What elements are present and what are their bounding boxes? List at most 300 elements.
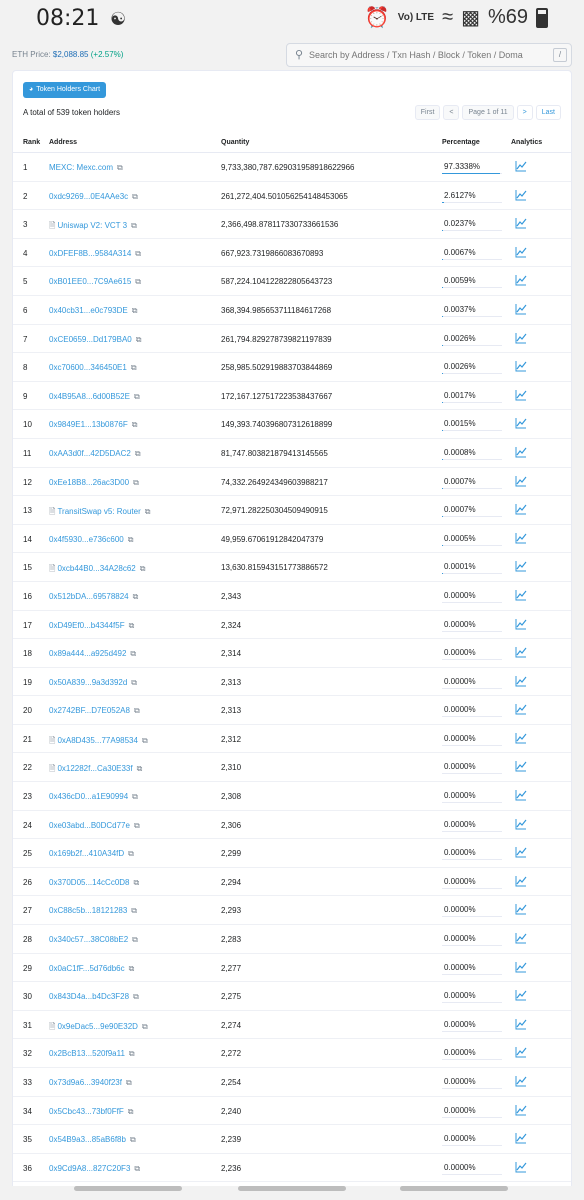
holder-rank: 2	[23, 191, 28, 201]
line-chart-icon	[515, 989, 527, 1001]
holder-quantity: 2,314	[221, 649, 242, 659]
holder-quantity: 49,959.67061912842047379	[221, 534, 324, 544]
holder-quantity: 261,272,404.501056254148453065	[221, 191, 348, 201]
analytics-button[interactable]	[515, 332, 527, 344]
search-input[interactable]	[309, 47, 539, 63]
holder-rank: 18	[23, 649, 32, 659]
copy-icon[interactable]: ⧉	[132, 191, 138, 201]
percentage-track	[442, 659, 502, 660]
analytics-button[interactable]	[515, 503, 527, 515]
line-chart-icon	[515, 417, 527, 429]
table-row	[13, 639, 572, 668]
table-row	[13, 182, 572, 211]
holder-address-link[interactable]: 0x512bDA...69578824	[49, 591, 129, 601]
copy-icon[interactable]: ⧉	[128, 963, 135, 973]
line-chart-icon	[515, 789, 527, 801]
holder-address-cell	[49, 906, 137, 916]
status-time: 08:21	[36, 6, 100, 31]
analytics-button[interactable]	[515, 1046, 527, 1058]
holder-rank: 13	[23, 506, 32, 516]
holder-address-link[interactable]: 0x89a444...a925d492	[49, 649, 127, 659]
holder-rank: 12	[23, 477, 32, 487]
line-chart-icon	[515, 475, 527, 487]
percentage-bar	[442, 459, 443, 460]
column-header-analytics: Analytics	[511, 139, 543, 146]
holder-quantity: 9,733,380,787.629031958918622966	[221, 163, 355, 172]
copy-icon[interactable]: ⧉	[128, 1049, 135, 1059]
holder-address-link[interactable]: 0x340c57...38C08bE2	[49, 935, 129, 945]
holder-percentage	[442, 532, 502, 546]
line-chart-icon	[515, 818, 527, 830]
holder-address-cell	[49, 449, 141, 459]
search-icon: ⚲	[295, 49, 304, 61]
holder-address-cell	[49, 1049, 135, 1059]
holder-address-link[interactable]: 0xA8D435...77A98534	[57, 735, 138, 745]
percentage-bar	[442, 259, 443, 260]
copy-icon[interactable]: ⧉	[128, 849, 134, 859]
holder-address-link[interactable]: 0x843D4a...b4Dc3F28	[49, 992, 130, 1002]
holder-address-cell	[49, 849, 134, 859]
percentage-track	[442, 430, 502, 431]
holder-percentage	[442, 618, 502, 632]
table-row	[13, 496, 572, 525]
table-header	[13, 131, 572, 153]
total-holders-text: A total of 539 token holders	[23, 108, 120, 117]
holder-percentage-value: 0.0059%	[444, 276, 476, 286]
holder-address-link[interactable]: 0x40cb31...e0c793DE	[49, 305, 128, 315]
holder-percentage-value: 0.0008%	[444, 447, 476, 457]
holder-address-link[interactable]: 0xAA3d0f...42D5DAC2	[49, 448, 131, 458]
copy-icon[interactable]: ⧉	[135, 334, 142, 344]
holder-percentage-value: 0.0001%	[444, 562, 476, 572]
line-chart-icon	[515, 303, 527, 315]
holder-address-link[interactable]: 0xc70600...346450E1	[49, 363, 127, 373]
holder-address-cell	[49, 792, 138, 802]
holder-rank: 23	[23, 792, 32, 802]
holder-address-cell	[49, 535, 133, 545]
percentage-track	[442, 202, 502, 203]
copy-icon[interactable]: ⧉	[127, 1106, 134, 1116]
alarm-icon: ⏰	[364, 7, 390, 29]
line-chart-icon	[515, 618, 527, 630]
analytics-button[interactable]	[515, 446, 527, 458]
pagination-first[interactable]: First	[415, 105, 441, 120]
holder-rank: 16	[23, 591, 32, 601]
copy-icon[interactable]: ⧉	[144, 507, 151, 517]
nav-home-button[interactable]	[238, 1186, 346, 1191]
analytics-button[interactable]	[515, 389, 527, 401]
analytics-button[interactable]	[515, 1161, 527, 1173]
percentage-track	[442, 974, 502, 975]
percentage-track	[442, 373, 502, 374]
holder-address-link[interactable]: 0x54B9a3...85aB6f8b	[49, 1135, 126, 1145]
holder-quantity: 2,240	[221, 1106, 242, 1116]
eth-price-value[interactable]: $2,088.85	[52, 50, 89, 59]
analytics-button[interactable]	[515, 903, 527, 915]
holder-percentage-value: 0.0007%	[444, 476, 476, 486]
analytics-button[interactable]	[515, 532, 527, 544]
holder-rank: 17	[23, 620, 32, 630]
holder-quantity: 587,224.104122822805643723	[221, 277, 333, 287]
pagination-last[interactable]: Last	[536, 105, 561, 120]
copy-icon[interactable]: ⧉	[131, 677, 138, 687]
percentage-track	[442, 1088, 502, 1089]
holder-quantity: 2,313	[221, 706, 242, 716]
analytics-button[interactable]	[515, 560, 527, 572]
holder-rank: 24	[23, 820, 32, 830]
copy-icon[interactable]: ⧉	[131, 305, 138, 315]
percentage-track	[442, 916, 502, 917]
holder-address-link[interactable]: 0x169b2f...410A34fD	[49, 849, 125, 859]
holder-address-link[interactable]: 0x12282f...Ca30E33f	[57, 764, 133, 774]
analytics-button[interactable]	[515, 303, 527, 315]
copy-icon[interactable]: ⧉	[133, 706, 140, 716]
holder-quantity: 667,923.7319866083670893	[221, 248, 324, 258]
holder-percentage	[442, 732, 502, 746]
column-header-rank: Rank	[23, 139, 41, 146]
holder-percentage-value: 0.0007%	[444, 505, 476, 515]
analytics-button[interactable]	[515, 1104, 527, 1116]
holder-address-link[interactable]: 0xCE0659...Dd179BA0	[49, 334, 132, 344]
percentage-track	[442, 831, 502, 832]
percentage-track	[442, 716, 502, 717]
analytics-button[interactable]	[515, 246, 527, 258]
holder-percentage	[442, 646, 502, 660]
eth-price-label: ETH Price:	[12, 50, 51, 59]
line-chart-icon	[515, 389, 527, 401]
line-chart-icon	[515, 532, 527, 544]
copy-icon[interactable]: ⧉	[135, 248, 141, 258]
copy-icon[interactable]: ⧉	[133, 992, 139, 1002]
holder-quantity: 258,985.502919883703844869	[221, 363, 333, 373]
holder-address-link[interactable]: 0x50A839...9a3d392d	[49, 677, 128, 687]
analytics-button[interactable]	[515, 189, 527, 201]
holder-address-link[interactable]: 0xe03abd...B0DCd77e	[49, 820, 130, 830]
holder-address-link[interactable]: 0x9eDac5...9e90E32D	[57, 1021, 138, 1031]
holder-address-link[interactable]: 0x9Cd9A8...827C20F3	[49, 1163, 131, 1173]
holder-percentage-value: 0.0000%	[444, 1048, 476, 1058]
analytics-button[interactable]	[515, 417, 527, 429]
holder-address-cell	[49, 706, 140, 716]
document-icon: 🗎	[49, 564, 56, 574]
holder-quantity: 2,306	[221, 820, 242, 830]
holder-address-cell	[49, 621, 134, 631]
holder-rank: 20	[23, 706, 32, 716]
copy-icon[interactable]: ⧉	[130, 649, 137, 659]
holder-address-link[interactable]: 0x73d9a6...3940f23f	[49, 1078, 122, 1087]
table-row	[13, 696, 572, 725]
holder-address-link[interactable]: 0xcb44B0...34A28c62	[57, 564, 136, 574]
pagination-page-indicator: Page 1 of 11	[462, 105, 513, 120]
percentage-track	[442, 688, 502, 689]
holder-address-link[interactable]: 0xEe18B8...26ac3D00	[49, 477, 130, 487]
table-row	[13, 325, 572, 354]
copy-icon[interactable]: ⧉	[131, 221, 137, 231]
analytics-button[interactable]	[515, 989, 527, 1001]
percentage-track	[442, 573, 502, 574]
pagination	[415, 105, 561, 120]
line-chart-icon	[515, 274, 527, 286]
holder-percentage-value: 0.0000%	[444, 762, 476, 772]
percentage-bar	[442, 545, 443, 546]
percentage-bar	[442, 316, 443, 317]
holder-percentage	[442, 1075, 502, 1089]
analytics-button[interactable]	[515, 961, 527, 973]
holder-address-link[interactable]: Uniswap V2: VCT 3	[57, 221, 128, 231]
holder-rank: 30	[23, 992, 32, 1002]
copy-icon[interactable]: ⧉	[134, 448, 141, 458]
copy-icon[interactable]: ⧉	[133, 820, 140, 830]
copy-icon[interactable]: ⧉	[131, 420, 138, 430]
holder-rank: 19	[23, 677, 32, 687]
holder-percentage-value: 2.6127%	[444, 190, 476, 200]
document-icon: 🗎	[49, 1021, 56, 1031]
holder-quantity: 2,274	[221, 1020, 242, 1030]
analytics-button[interactable]	[515, 1018, 527, 1030]
holder-rank: 28	[23, 935, 32, 945]
holder-quantity: 72,971.282250304509490915	[221, 506, 328, 516]
percentage-bar	[442, 516, 443, 517]
status-bar	[0, 0, 584, 40]
analytics-button[interactable]	[515, 160, 527, 172]
holder-quantity: 2,313	[221, 677, 242, 687]
table-row	[13, 753, 572, 782]
holder-address-link[interactable]: 0xD49Ef0...b4344f5F	[49, 620, 125, 630]
copy-icon[interactable]: ⧉	[133, 877, 140, 887]
analytics-button[interactable]	[515, 1075, 527, 1087]
holder-percentage-value: 0.0067%	[444, 247, 476, 257]
holder-address-cell	[49, 506, 150, 520]
copy-icon[interactable]: ⧉	[128, 620, 135, 630]
table-row	[13, 353, 572, 382]
holder-address-link[interactable]: 0x0aC1fF...5d76db6c	[49, 963, 125, 973]
analytics-button[interactable]	[515, 789, 527, 801]
holder-address-cell	[49, 306, 137, 316]
holder-address-link[interactable]: 0xB01EE0...7C9Ae615	[49, 277, 132, 287]
table-row	[13, 210, 572, 239]
holder-address-cell	[49, 878, 139, 888]
copy-icon[interactable]: ⧉	[117, 163, 123, 172]
holder-address-link[interactable]: 0xC88c5b...18121283	[49, 906, 128, 916]
analytics-button[interactable]	[515, 1132, 527, 1144]
holder-address-cell	[49, 821, 140, 831]
holder-address-cell	[49, 964, 134, 974]
pie-chart-icon: ◕	[29, 86, 34, 93]
copy-icon[interactable]: ⧉	[133, 477, 139, 487]
holder-rank: 32	[23, 1049, 32, 1059]
analytics-button[interactable]	[515, 760, 527, 772]
line-chart-icon	[515, 875, 527, 887]
table-row	[13, 382, 572, 411]
nav-recents-button[interactable]	[74, 1186, 182, 1191]
holder-rank: 26	[23, 877, 32, 887]
holder-rank: 33	[23, 1078, 32, 1087]
analytics-button[interactable]	[515, 646, 527, 658]
holder-rank: 3	[23, 220, 28, 230]
holder-percentage-value: 0.0000%	[444, 1162, 476, 1172]
line-chart-icon	[515, 560, 527, 572]
holder-address-link[interactable]: 0x2742BF...D7E052A8	[49, 706, 130, 716]
line-chart-icon	[515, 332, 527, 344]
holder-percentage	[442, 903, 502, 917]
holder-address-link[interactable]: 0x370D05...14cCc0D8	[49, 877, 130, 887]
line-chart-icon	[515, 503, 527, 515]
holder-percentage-value: 0.0000%	[444, 1019, 476, 1029]
holder-quantity: 2,239	[221, 1135, 242, 1145]
holder-rank: 35	[23, 1135, 32, 1145]
analytics-button[interactable]	[515, 589, 527, 601]
document-icon: 🗎	[49, 221, 56, 231]
holder-address-cell	[49, 192, 138, 202]
analytics-button[interactable]	[515, 703, 527, 715]
holder-address-link[interactable]: 0x2BcB13...520f9a11	[49, 1049, 125, 1059]
holder-address-cell	[49, 1021, 148, 1035]
line-chart-icon	[515, 732, 527, 744]
holder-percentage	[442, 189, 502, 203]
holder-percentage-value: 0.0000%	[444, 876, 476, 886]
holder-percentage	[442, 475, 502, 489]
holder-address-link[interactable]: 0x436cD0...a1E90994	[49, 792, 129, 802]
holder-percentage	[442, 274, 502, 288]
analytics-button[interactable]	[515, 274, 527, 286]
holder-percentage	[442, 818, 502, 832]
holder-address-cell	[49, 1107, 133, 1117]
analytics-button[interactable]	[515, 732, 527, 744]
holder-address-link[interactable]: 0xDFEF8B...9584A314	[49, 248, 132, 258]
copy-icon[interactable]: ⧉	[131, 906, 138, 916]
pagination-next[interactable]: >	[517, 105, 533, 120]
holder-rank: 7	[23, 334, 28, 344]
holder-address-link[interactable]: TransitSwap v5: Router	[57, 507, 141, 517]
percentage-bar	[442, 173, 500, 174]
holder-address-cell	[49, 1078, 132, 1088]
copy-icon[interactable]: ⧉	[134, 1163, 141, 1173]
holder-percentage	[442, 160, 502, 174]
percentage-track	[442, 1145, 502, 1146]
percentage-track	[442, 745, 502, 746]
percentage-track	[442, 516, 502, 517]
holder-address-link[interactable]: 0x4B95A8...6d00B52E	[49, 391, 130, 401]
copy-icon[interactable]: ⧉	[132, 591, 139, 601]
copy-icon[interactable]: ⧉	[141, 1021, 148, 1031]
copy-icon[interactable]: ⧉	[141, 735, 148, 745]
percentage-bar	[442, 373, 443, 374]
holder-address-link[interactable]: 0x9849E1...13b0876F	[49, 420, 128, 430]
analytics-button[interactable]	[515, 475, 527, 487]
holder-percentage	[442, 675, 502, 689]
holder-rank: 36	[23, 1163, 32, 1173]
holder-address-cell	[49, 935, 138, 945]
holder-quantity: 2,275	[221, 992, 242, 1002]
copy-icon[interactable]: ⧉	[132, 792, 138, 802]
holder-address-cell	[49, 1135, 136, 1145]
holder-address-cell	[49, 163, 123, 173]
holder-address-cell	[49, 392, 140, 402]
holder-percentage	[442, 446, 502, 460]
search-box[interactable]	[286, 43, 572, 67]
holder-percentage-value: 0.0015%	[444, 419, 476, 429]
holder-quantity: 2,272	[221, 1049, 242, 1059]
holder-quantity: 2,277	[221, 963, 242, 973]
nav-back-button[interactable]	[400, 1186, 508, 1191]
percentage-track	[442, 945, 502, 946]
volte-indicator: Vo) LTE	[397, 11, 435, 23]
copy-icon[interactable]: ⧉	[132, 935, 138, 945]
holder-percentage-value: 0.0000%	[444, 619, 476, 629]
holder-rank: 4	[23, 248, 28, 258]
holder-percentage-value: 0.0000%	[444, 991, 476, 1001]
copy-icon[interactable]: ⧉	[133, 391, 140, 401]
copy-icon[interactable]: ⧉	[135, 277, 141, 287]
table-row	[13, 668, 572, 697]
column-header-quantity: Quantity	[221, 139, 250, 146]
holder-rank: 8	[23, 363, 28, 373]
percentage-track	[442, 1031, 502, 1032]
holder-percentage-value: 0.0000%	[444, 733, 476, 743]
holder-percentage	[442, 389, 502, 403]
copy-icon[interactable]: ⧉	[130, 363, 137, 373]
table-row	[13, 1154, 572, 1183]
document-icon: 🗎	[49, 764, 56, 774]
analytics-button[interactable]	[515, 217, 527, 229]
line-chart-icon	[515, 246, 527, 258]
line-chart-icon	[515, 1018, 527, 1030]
percentage-track	[442, 631, 502, 632]
holder-percentage	[442, 760, 502, 774]
token-holders-chart-button[interactable]	[23, 82, 106, 98]
analytics-button[interactable]	[515, 846, 527, 858]
holder-address-link[interactable]: 0x4f5930...e736c600	[49, 534, 124, 544]
holder-percentage-value: 0.0000%	[444, 1134, 476, 1144]
copy-icon[interactable]: ⧉	[127, 534, 134, 544]
holder-percentage-value: 0.0000%	[444, 1105, 476, 1115]
percentage-track	[442, 602, 502, 603]
holders-table-body	[13, 153, 572, 1182]
copy-icon[interactable]: ⧉	[139, 564, 146, 574]
holder-address-cell	[49, 992, 139, 1002]
copy-icon[interactable]: ⧉	[125, 1078, 132, 1087]
token-holders-card	[12, 70, 572, 1190]
holder-percentage-value: 0.0000%	[444, 648, 476, 658]
holder-address-link[interactable]: 0x5Cbc43...73bf0FfF	[49, 1106, 124, 1116]
holder-address-link[interactable]: 0xdc9269...0E4AAe3c	[49, 191, 129, 201]
analytics-button[interactable]	[515, 360, 527, 372]
percentage-track	[442, 1117, 502, 1118]
holder-rank: 1	[23, 163, 28, 172]
table-row	[13, 725, 572, 754]
copy-icon[interactable]: ⧉	[129, 1135, 136, 1145]
pagination-prev[interactable]: <	[443, 105, 459, 120]
copy-icon[interactable]: ⧉	[136, 764, 143, 774]
analytics-button[interactable]	[515, 818, 527, 830]
holder-percentage	[442, 332, 502, 346]
holder-percentage	[442, 846, 502, 860]
holder-quantity: 2,299	[221, 849, 242, 859]
holder-quantity: 2,283	[221, 935, 242, 945]
analytics-button[interactable]	[515, 675, 527, 687]
percentage-track	[442, 345, 502, 346]
analytics-button[interactable]	[515, 932, 527, 944]
line-chart-icon	[515, 760, 527, 772]
holder-percentage	[442, 360, 502, 374]
line-chart-icon	[515, 846, 527, 858]
holder-address-cell	[49, 592, 138, 602]
eth-price-change: (+2.57%)	[90, 50, 124, 59]
holder-address-link[interactable]: MEXC: Mexc.com	[49, 163, 114, 172]
analytics-button[interactable]	[515, 875, 527, 887]
analytics-button[interactable]	[515, 618, 527, 630]
table-row	[13, 811, 572, 840]
